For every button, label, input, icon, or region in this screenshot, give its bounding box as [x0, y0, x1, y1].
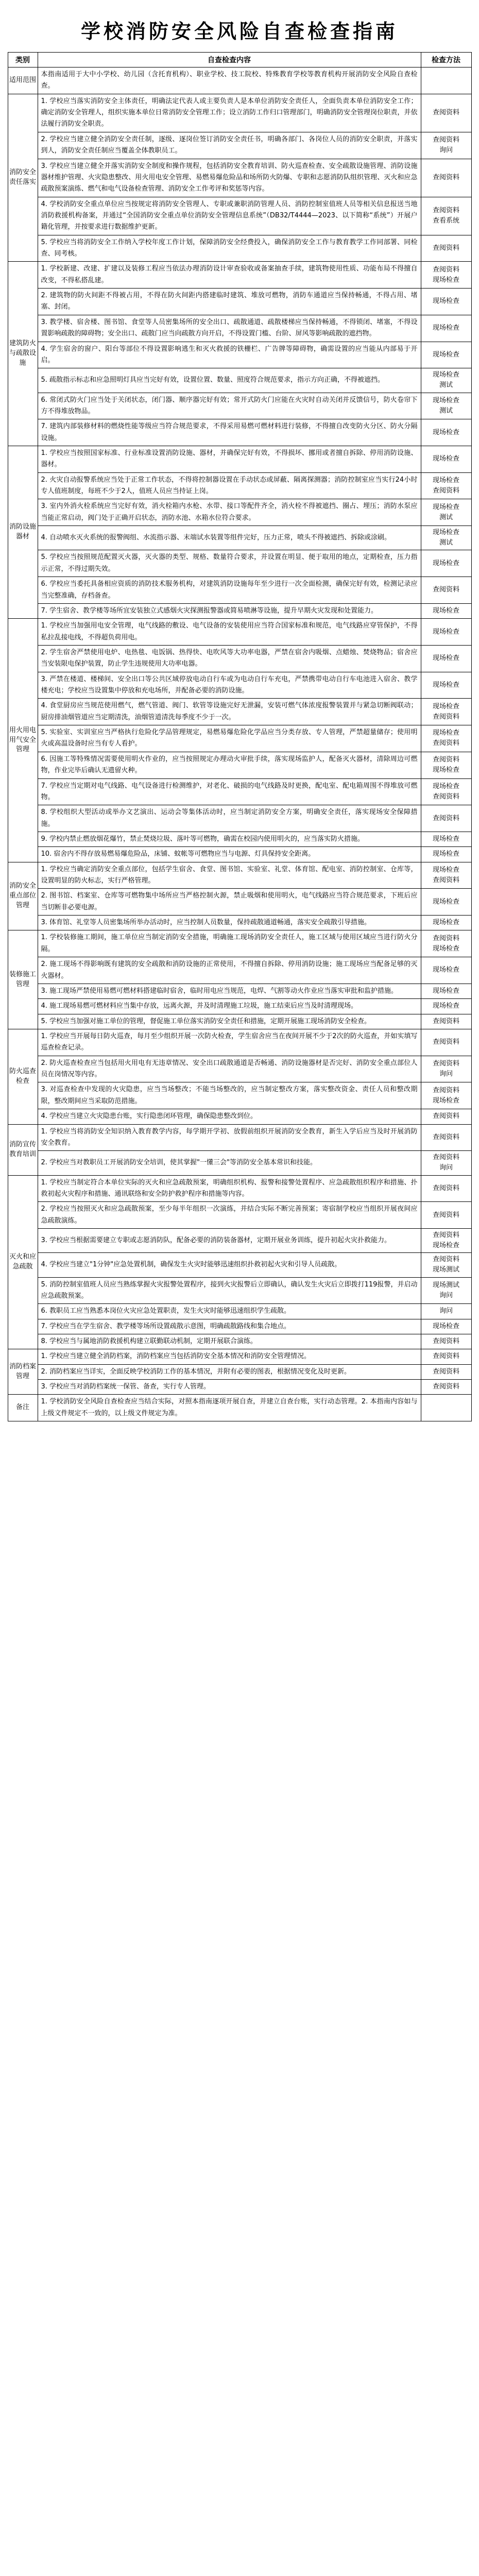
section-category: 防火巡查检查 — [8, 1029, 38, 1125]
check-item-method: 查阅资料 查看系统 — [421, 197, 471, 235]
section-category: 消防安全重点部位管理 — [8, 862, 38, 930]
table-row — [8, 1319, 471, 1334]
check-item-content: 3. 室内外消火栓系统应当完好有效，消火栓箱内水枪、水带、接口等配件齐全，消火栓不得被遮挡、圈占、埋压；消防水泵应当能正常启动，阀门处于正确开启状态，消防水池、水箱水位符合要求。 — [38, 499, 421, 526]
table-row — [8, 603, 471, 618]
check-item-content: 5. 实验室、实训室应当严格执行危险化学品管理规定，易燃易爆危险化学品应当分类存放、专人管理，严禁超量储存；使用明火或高温设备时应当有专人看护。 — [38, 725, 421, 752]
check-item-method: 现场检查 — [421, 984, 471, 998]
check-item-content: 1. 学校新建、改建、扩建以及装修工程应当依法办理消防设计审查验收或备案抽查手续，建筑物使用性质、功能布局不得擅自改变，不得私搭乱建。 — [38, 262, 421, 289]
check-item-method: 现场测试 询问 — [421, 1277, 471, 1304]
table-row — [8, 752, 471, 778]
check-item-content: 1. 学校应当落实消防安全主体责任，明确法定代表人或主要负责人是本单位消防安全责任人，全面负责本单位消防安全工作；确定消防安全管理人，组织实施本单位日常消防安全管理工作；设立消防工作归口管理部门，明确消防安全管理岗位职责，并依法履行消防安全职责。 — [38, 94, 421, 132]
check-item-content: 5. 消防控制室值班人员应当熟练掌握火灾报警处置程序，接到火灾报警后立即确认，确认发生火灾后立即拨打119报警，并启动应急疏散预案。 — [38, 1277, 421, 1304]
table-row — [8, 1395, 471, 1421]
check-item-method: 查阅资料 现场检查 — [421, 262, 471, 289]
check-item-content: 2. 学生宿舍严禁使用电炉、电热毯、电饭锅、热得快、电吹风等大功率电器，严禁在宿舍内吸烟、点蜡烛、焚烧物品；宿舍应当安装限电保护装置，防止学生违规使用大功率电器。 — [38, 645, 421, 672]
check-item-method: 查阅资料 — [421, 1364, 471, 1379]
check-item-content: 1. 学校应当将消防安全知识纳入教育教学内容，每学期开学初、放假前组织开展消防安全教育，新生入学后应当及时开展消防安全教育。 — [38, 1124, 421, 1151]
check-item-content: 3. 施工现场严禁使用易燃可燃材料搭建临时宿舍，临时用电应当规范，电焊、气割等动火作业应当落实审批和监护措施。 — [38, 984, 421, 998]
check-item-method: 查阅资料 现场检查 — [421, 1082, 471, 1109]
table-row — [8, 1334, 471, 1349]
page-title: 学校消防安全风险自查检查指南 — [80, 20, 398, 43]
check-item-method: 现场检查 — [421, 342, 471, 368]
table-row — [8, 930, 471, 957]
table-row — [8, 577, 471, 604]
table-row — [8, 778, 471, 805]
check-item-method: 询问 — [421, 1304, 471, 1319]
section-category: 用火用电用气安全管理 — [8, 619, 38, 862]
check-item-method: 查阅资料 — [421, 1349, 471, 1364]
check-item-method: 现场检查 查阅资料 — [421, 778, 471, 805]
check-item-content: 1. 学校应当加强用电安全管理，电气线路的敷设、电气设备的安装使用应当符合国家标准和规范，电气线路应穿管保护，不得私拉乱接电线，不得超负荷用电。 — [38, 619, 421, 646]
check-item-content: 2. 消防档案应当详实，全面反映学校消防工作的基本情况，并附有必要的图表，根据情况变化及时更新。 — [38, 1364, 421, 1379]
check-item-content: 5. 学校应当将消防安全工作纳入学校年度工作计划，保障消防安全经费投入，确保消防安全工作与教育教学工作同部署、同检查、同考核。 — [38, 235, 421, 262]
check-item-content: 5. 疏散指示标志和应急照明灯具应当完好有效，设置位置、数量、照度符合规范要求，指示方向正确，不得被遮挡。 — [38, 368, 421, 393]
table-row — [8, 67, 471, 94]
check-item-method: 查阅资料 现场检查 — [421, 1228, 471, 1252]
check-item-content: 3. 对巡查检查中发现的火灾隐患，应当当场整改；不能当场整改的，应当制定整改方案，落实整改资金、责任人员和整改期限，整改期间应当采取防范措施。 — [38, 1082, 421, 1109]
header-method: 检查方法 — [421, 53, 471, 67]
check-item-content: 6. 学校应当委托具备相应资质的消防技术服务机构，对建筑消防设施每年至少进行一次全面检测，确保完好有效，检测记录应当完整准确，存档备查。 — [38, 577, 421, 604]
header-category: 类别 — [8, 53, 38, 67]
check-item-method: 查阅资料 — [421, 1029, 471, 1056]
check-item-content: 本指南适用于大中小学校、幼儿园（含托育机构）、职业学校、技工院校、特殊教育学校等教育机构开展消防安全风险自查检查。 — [38, 67, 421, 94]
check-item-content: 3. 学校应当对消防档案统一保管、备查，实行专人管理。 — [38, 1380, 421, 1395]
table-row — [8, 342, 471, 368]
check-item-content: 6. 因施工等特殊情况需要使用明火作业的，应当按照规定办理动火审批手续，落实现场监护人，配备灭火器材，清除周边可燃物，作业完毕后确认无遗留火种。 — [38, 752, 421, 778]
check-item-method — [421, 67, 471, 94]
check-item-content: 2. 防火巡查检查应当包括用火用电有无违章情况、安全出口疏散通道是否畅通、消防设施器材是否完好、消防安全重点部位人员在岗情况等内容。 — [38, 1056, 421, 1082]
check-item-content: 8. 学校应当与属地消防救援机构建立联勤联动机制，定期开展联合演练。 — [38, 1334, 421, 1349]
table-row — [8, 499, 471, 526]
table-row — [8, 862, 471, 889]
check-item-content: 4. 自动喷水灭火系统的报警阀组、水流指示器、末端试水装置等组件完好，压力正常，喷头不得被遮挡、拆除或涂刷。 — [38, 526, 421, 550]
check-item-content: 2. 图书馆、档案室、仓库等可燃物集中场所应当严格控制火源，禁止吸烟和使用明火，电气线路应当符合规范要求，下班后应当切断非必要电源。 — [38, 889, 421, 916]
check-item-content: 1. 学校应当确定消防安全重点部位，包括学生宿舍、食堂、图书馆、实验室、礼堂、体育馆、配电室、消防控制室、仓库等，设置明显的防火标志，实行严格管理。 — [38, 862, 421, 889]
check-item-content: 3. 体育馆、礼堂等人员密集场所举办活动时，应当控制人员数量，保持疏散通道畅通，落实安全疏散引导措施。 — [38, 916, 421, 930]
check-item-method: 查阅资料 询问 — [421, 132, 471, 159]
check-item-method: 查阅资料 — [421, 159, 471, 197]
check-item-method: 现场检查 — [421, 916, 471, 930]
table-row — [8, 235, 471, 262]
table-row — [8, 1364, 471, 1379]
header-content: 自查检查内容 — [38, 53, 421, 67]
check-item-method: 查阅资料 — [421, 1014, 471, 1029]
check-item-method: 现场检查 — [421, 603, 471, 618]
check-item-content: 7. 学生宿舍、教学楼等场所宜安装独立式感烟火灾探测报警器或简易喷淋等设施，提升早期火灾发现和处置能力。 — [38, 603, 421, 618]
check-item-content: 2. 学校应当按照灭火和应急疏散预案，至少每半年组织一次演练，并结合实际不断完善预案；寄宿制学校应当组织开展夜间应急疏散演练。 — [38, 1202, 421, 1229]
check-item-content: 6. 教职员工应当熟悉本岗位火灾应急处置职责，发生火灾时能够迅速组织学生疏散。 — [38, 1304, 421, 1319]
check-item-method: 查阅资料 — [421, 235, 471, 262]
check-item-method: 查阅资料 — [421, 1334, 471, 1349]
table-header-row — [8, 53, 471, 67]
check-item-content: 1. 学校消防安全风险自查检查应当结合实际，对照本指南逐项开展自查，并建立自查台账，实行动态管理。2. 本指南内容如与上级文件规定不一致的，以上级文件规定为准。 — [38, 1395, 421, 1421]
table-row — [8, 645, 471, 672]
check-item-content: 1. 学校装修施工期间，施工单位应当制定消防安全措施，明确施工现场消防安全责任人，施工区域与使用区域应当进行防火分隔。 — [38, 930, 421, 957]
section-category: 装修施工管理 — [8, 930, 38, 1029]
table-row — [8, 472, 471, 499]
table-row — [8, 672, 471, 699]
table-row — [8, 550, 471, 577]
table-row — [8, 393, 471, 419]
check-item-method: 查阅资料 — [421, 805, 471, 832]
table-row — [8, 1304, 471, 1319]
check-item-content: 1. 学校应当制定符合本单位实际的灭火和应急疏散预案，明确组织机构、报警和接警处置程序、应急疏散组织程序和措施、扑救初起火灾程序和措施、通讯联络和安全防护救护程序和措施等内容。 — [38, 1175, 421, 1202]
check-item-content: 3. 学校应当建立健全并落实消防安全制度和操作规程，包括消防安全教育培训、防火巡查检查、安全疏散设施管理、消防设施器材维护管理、火灾隐患整改、用火用电安全管理、易燃易爆危险品和场所防火防爆、专职和志愿消防队组织管理、灭火和应急疏散预案演练、燃气和电气设备检查管理、消防安全工作考评和奖惩等内容。 — [38, 159, 421, 197]
check-item-content: 2. 火灾自动报警系统应当处于正常工作状态，不得将控制器设置在手动状态或屏蔽、隔离探测器；消防控制室应当实行24小时专人值班制度，每班不少于2人，值班人员应当持证上岗。 — [38, 472, 421, 499]
table-row — [8, 1029, 471, 1056]
check-item-content: 1. 学校应当按照国家标准、行业标准设置消防设施、器材，并确保完好有效，不得损坏、挪用或者擅自拆除、停用消防设施、器材。 — [38, 446, 421, 472]
check-item-method: 现场检查 测试 — [421, 393, 471, 419]
check-item-content: 2. 施工现场不得影响既有建筑的安全疏散和消防设施的正常使用，不得擅自拆除、停用消防设施；施工现场应当配备足够的灭火器材。 — [38, 957, 421, 984]
check-item-method: 现场检查 — [421, 1319, 471, 1334]
check-item-content: 9. 学校内禁止燃放烟花爆竹，禁止焚烧垃圾、落叶等可燃物，确需在校园内使用明火的，应当落实防火措施。 — [38, 832, 421, 846]
table-row — [8, 984, 471, 998]
check-item-content: 8. 学校组织大型活动或举办文艺演出、运动会等集体活动时，应当制定消防安全方案，明确安全责任，落实现场安全保障措施。 — [38, 805, 421, 832]
check-item-method: 现场检查 — [421, 889, 471, 916]
check-item-content: 3. 学校应当根据需要建立专职或志愿消防队，配备必要的消防装备器材，定期开展业务训练，提升初起火灾扑救能力。 — [38, 1228, 421, 1252]
table-row — [8, 916, 471, 930]
check-item-method: 现场检查 — [421, 645, 471, 672]
table-row — [8, 1014, 471, 1029]
check-item-method: 现场检查 — [421, 999, 471, 1014]
table-row — [8, 368, 471, 393]
check-item-method: 现场检查 查阅资料 — [421, 862, 471, 889]
section-category: 消防设施器材 — [8, 446, 38, 618]
check-item-content: 4. 学校应当建立"1分钟"应急处置机制，确保发生火灾时能够迅速组织扑救初起火灾和引导人员疏散。 — [38, 1253, 421, 1277]
table-row — [8, 999, 471, 1014]
check-item-method: 现场检查 — [421, 672, 471, 699]
check-item-content: 2. 建筑物的防火间距不得被占用，不得在防火间距内搭建临时建筑、堆放可燃物，消防车通道应当保持畅通，不得占用、堵塞、封闭。 — [38, 289, 421, 315]
check-item-content: 5. 学校应当按照规范配置灭火器，灭火器的类型、规格、数量符合要求，并设置在明显、便于取用的地点，定期检查，压力指示正常，不得过期失效。 — [38, 550, 421, 577]
table-row — [8, 1082, 471, 1109]
table-row — [8, 132, 471, 159]
check-item-content: 10. 宿舍内不得存放易燃易爆危险品，床铺、蚊帐等可燃物应当与电源、灯具保持安全距离。 — [38, 847, 421, 862]
check-item-method: 现场检查 — [421, 446, 471, 472]
section-category: 适用范围 — [8, 67, 38, 94]
table-row — [8, 1380, 471, 1395]
check-item-method: 查阅资料 现场检查 — [421, 752, 471, 778]
table-row — [8, 1202, 471, 1229]
table-row — [8, 1277, 471, 1304]
check-item-content: 4. 学生宿舍的窗户、阳台等部位不得设置影响逃生和灭火救援的铁栅栏、广告牌等障碍物，确需设置的应当能从内部易于开启。 — [38, 342, 421, 368]
check-item-content: 3. 教学楼、宿舍楼、图书馆、食堂等人员密集场所的安全出口、疏散通道、疏散楼梯应当保持畅通，不得锁闭、堵塞，不得设置影响疏散的障碍物；安全出口、疏散门应当向疏散方向开启，不得设置门槛、台阶、屏风等影响疏散的遮挡物。 — [38, 315, 421, 342]
check-item-method: 现场检查 查阅资料 — [421, 725, 471, 752]
table-row — [8, 889, 471, 916]
section-category: 备注 — [8, 1395, 38, 1421]
section-category: 消防宣传教育培训 — [8, 1124, 38, 1175]
table-row — [8, 619, 471, 646]
table-row — [8, 1228, 471, 1252]
check-item-method: 查阅资料 现场检查 — [421, 930, 471, 957]
section-category: 建筑防火与疏散设施 — [8, 262, 38, 446]
check-item-method: 现场检查 — [421, 619, 471, 646]
check-item-method: 查阅资料 — [421, 577, 471, 604]
check-item-content: 4. 学校应当建立火灾隐患台账，实行隐患闭环管理，确保隐患整改到位。 — [38, 1109, 421, 1124]
table-row — [8, 315, 471, 342]
table-row — [8, 1109, 471, 1124]
check-item-method: 查阅资料 — [421, 1109, 471, 1124]
table-row — [8, 1175, 471, 1202]
checklist-table — [8, 52, 472, 1421]
check-item-method: 查阅资料 — [421, 1175, 471, 1202]
check-item-method: 现场检查 — [421, 419, 471, 446]
check-item-method: 查阅资料 — [421, 1380, 471, 1395]
check-item-content: 7. 建筑内部装修材料的燃烧性能等级应当符合规范要求，不得采用易燃可燃材料进行装修，不得擅自改变防火分区、防火分隔设施。 — [38, 419, 421, 446]
table-row — [8, 1349, 471, 1364]
check-item-method: 现场检查 — [421, 957, 471, 984]
check-item-method: 现场检查 — [421, 550, 471, 577]
table-row — [8, 1253, 471, 1277]
table-row — [8, 526, 471, 550]
table-row — [8, 847, 471, 862]
check-item-method: 查阅资料 — [421, 1124, 471, 1151]
table-row — [8, 699, 471, 725]
check-item-method: 现场检查 — [421, 847, 471, 862]
table-row — [8, 94, 471, 132]
table-row — [8, 832, 471, 846]
check-item-method: 查阅资料 — [421, 1202, 471, 1229]
check-item-method: 现场检查 — [421, 832, 471, 846]
check-item-content: 7. 学校应当定期对电气线路、电气设备进行检测维护，对老化、破损的电气线路及时更换，配电室、配电箱周围不得堆放可燃物。 — [38, 778, 421, 805]
check-item-method: 现场检查 测试 — [421, 368, 471, 393]
check-item-content: 2. 学校应当对教职员工开展消防安全培训，使其掌握"一懂三会"等消防安全基本常识和技能。 — [38, 1151, 421, 1175]
table-row — [8, 419, 471, 446]
check-item-content: 1. 学校应当建立健全消防档案，消防档案应当包括消防安全基本情况和消防安全管理情况。 — [38, 1349, 421, 1364]
table-row — [8, 725, 471, 752]
table-row — [8, 1056, 471, 1082]
check-item-method: 查阅资料 询问 — [421, 1151, 471, 1175]
table-row — [8, 1124, 471, 1151]
table-row — [8, 1151, 471, 1175]
check-item-method: 查阅资料 — [421, 94, 471, 132]
section-category: 灭火和应急疏散 — [8, 1175, 38, 1349]
section-category: 消防安全责任落实 — [8, 94, 38, 262]
table-row — [8, 159, 471, 197]
check-item-method: 现场检查 查阅资料 — [421, 699, 471, 725]
check-item-content: 6. 常闭式防火门应当处于关闭状态，闭门器、顺序器完好有效；常开式防火门应能在火灾时自动关闭并反馈信号，防火卷帘下方不得堆放物品。 — [38, 393, 421, 419]
table-row — [8, 957, 471, 984]
table-row — [8, 289, 471, 315]
check-item-method: 现场检查 测试 — [421, 499, 471, 526]
table-body — [8, 67, 471, 1421]
check-item-method: 现场检查 测试 — [421, 526, 471, 550]
check-item-content: 1. 学校应当开展每日防火巡查，每月至少组织开展一次防火检查，学生宿舍应当在夜间开展不少于2次的防火巡查，并如实填写巡查检查记录。 — [38, 1029, 421, 1056]
check-item-content: 2. 学校应当建立健全消防安全责任制，逐级、逐岗位签订消防安全责任书，明确各部门、各岗位人员的消防安全职责，并落实到人，消防安全责任制应当覆盖全体教职员工。 — [38, 132, 421, 159]
check-item-method: 现场检查 查阅资料 — [421, 472, 471, 499]
table-row — [8, 805, 471, 832]
check-item-content: 5. 学校应当加强对施工单位的管理，督促施工单位落实消防安全责任和措施，定期开展施工现场消防安全检查。 — [38, 1014, 421, 1029]
section-category: 消防档案管理 — [8, 1349, 38, 1395]
check-item-method: 查阅资料 询问 — [421, 1056, 471, 1082]
check-item-content: 3. 严禁在楼道、楼梯间、安全出口等公共区域停放电动自行车或为电动自行车充电，严禁携带电动自行车电池进入宿舍、教学楼充电；学校应当设置集中停放和充电场所，并配备必要的消防设施。 — [38, 672, 421, 699]
table-row — [8, 197, 471, 235]
check-item-method: 查阅资料 现场测试 — [421, 1253, 471, 1277]
check-item-content: 4. 食堂厨房应当规范使用燃气，燃气管道、阀门、软管等设施完好无泄漏，安装可燃气体浓度报警装置并与紧急切断阀联动；厨房排油烟管道应当定期清洗，油烟管道清洗每季度不少于一次。 — [38, 699, 421, 725]
table-row — [8, 446, 471, 472]
check-item-content: 4. 学校消防安全重点单位应当按规定将消防安全管理人、专职或兼职消防管理人员、消防控制室值班人员等相关信息报送当地消防救援机构备案，并通过“全国消防安全重点单位消防安全管理信息系统”（DB32/T4444—2023、以下简称“系统”）开展户籍化管理，并按要求进行数据维护更新。 — [38, 197, 421, 235]
check-item-content: 4. 施工现场易燃可燃材料应当集中存放，远离火源，并及时清理施工垃圾，施工结束后应当及时清理现场。 — [38, 999, 421, 1014]
check-item-method — [421, 1395, 471, 1421]
check-item-method: 现场检查 — [421, 315, 471, 342]
check-item-method: 现场检查 — [421, 289, 471, 315]
table-row — [8, 262, 471, 289]
check-item-content: 7. 学校应当在学生宿舍、教学楼等场所设置疏散示意图，明确疏散路线和集合地点。 — [38, 1319, 421, 1334]
